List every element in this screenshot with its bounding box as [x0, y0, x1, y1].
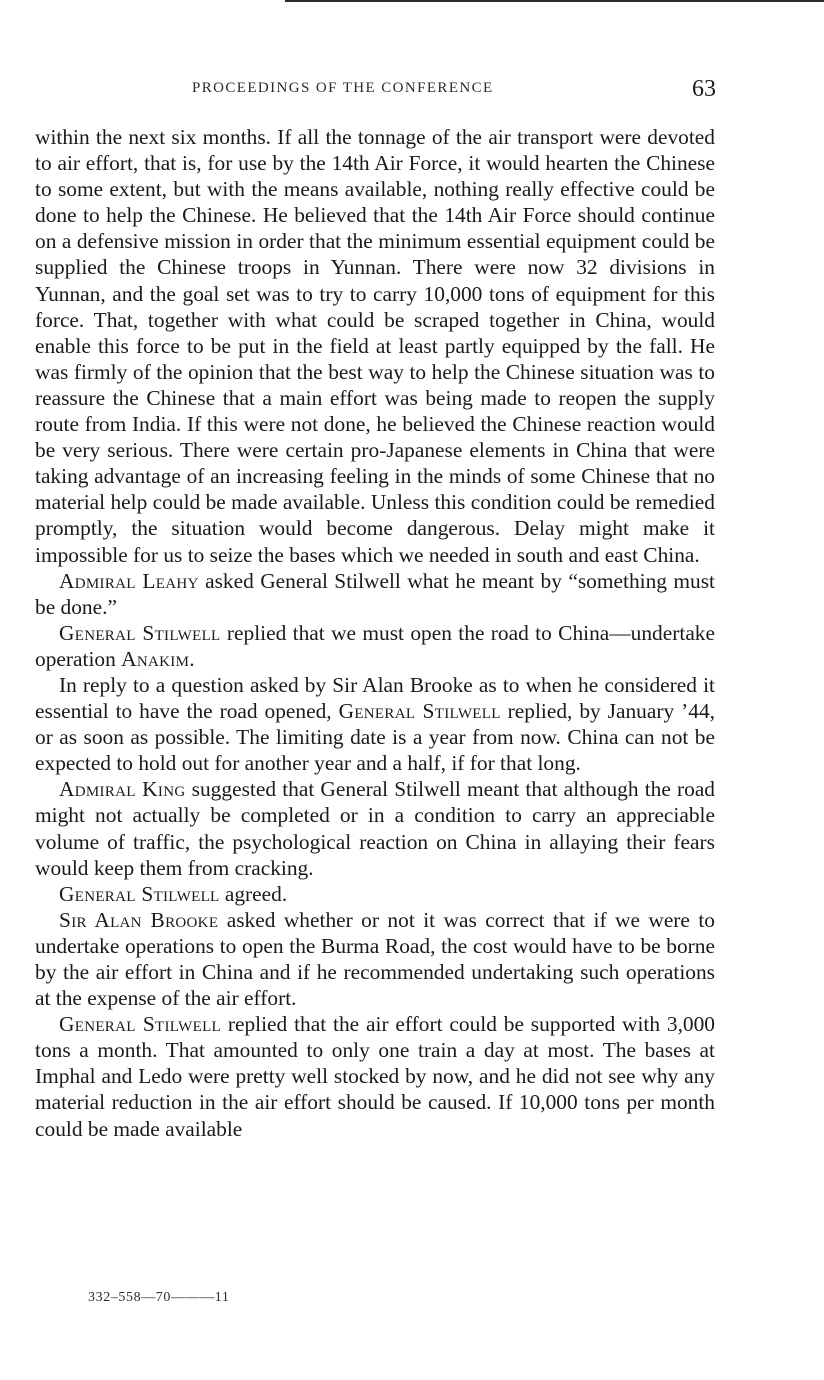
- top-rule: [285, 0, 824, 2]
- paragraph-continuation: within the next six months. If all the tonnage of the air transport were devoted to air effort, that is, for use by the 14th Air Force, it would hearten the Chinese to some extent, but with the means available, nothing really effective could be done to help the Chinese. He believed that the 14th Air Force should continue on a defensive mission in order that the minimum essential equipment could be supplied the Chinese troops in Yunnan. There were now 32 divisions in Yunnan, and the goal set was to try to carry 10,000 tons of equipment for this force. That, together with what could be scraped together in China, would enable this force to be put in the field at least partly equipped by the fall. He was firmly of the opinion that the best way to help the Chinese situation was to reassure the Chinese that a main effort was being made to reopen the supply route from India. If this were not done, he believed the Chinese reaction would be very serious. There were certain pro-Japanese elements in China that were taking advantage of an increasing feeling in the minds of some Chinese that no material help could be made available. Unless this condition could be remedied promptly, the situation would become dangerous. Delay might make it impossible for us to seize the bases which we needed in south and east China.: [35, 125, 715, 567]
- paragraph-stilwell-air-effort: General Stilwell replied that the air effort could be supported with 3,000 tons a month. That amounted to only one train a day at most. The bases at Imphal and Ledo were pretty well stocked by now, and he did not see why any material reduction in the air effort should be caused. If 10,000 tons per month could be made available: [35, 1012, 715, 1141]
- speaker-name: Admiral Leahy: [59, 568, 199, 593]
- speaker-name: Sir Alan Brooke: [59, 907, 219, 932]
- body-text: [35, 124, 715, 1142]
- paragraph-brooke-burma: Sir Alan Brooke asked whether or not it was correct that if we were to undertake operations to open the Burma Road, the cost would have to be borne by the air effort in China and if he recommended undertaking such operations at the expense of the air effort.: [35, 907, 715, 1011]
- paragraph-stilwell-anakim: General Stilwell replied that we must open the road to China—undertake operation Anakim.: [35, 620, 715, 671]
- paragraph-king: Admiral King suggested that General Stilwell meant that although the road might not actually be completed or in a condition to carry an appreciable volume of traffic, the psychological reaction on China in allaying their fears would keep them from cracking.: [35, 777, 716, 880]
- speaker-name: General Stilwell: [59, 1012, 222, 1037]
- paragraph-brooke-question: In reply to a question asked by Sir Alan Brooke as to when he considered it essential to have the road opened, General Stilwell replied, by January ’44, or as soon as possible. The limiting date is a year from now. China can not be expected to hold out for another year and a half, if for that long.: [35, 672, 715, 776]
- speaker-name: Admiral King: [59, 777, 186, 802]
- speaker-name: General Stilwell: [59, 881, 220, 906]
- paragraph-stilwell-agreed: General Stilwell agreed.: [59, 881, 288, 906]
- page-header: [36, 78, 716, 108]
- running-head: PROCEEDINGS OF THE CONFERENCE: [192, 80, 494, 96]
- operation-name: Anakim: [121, 646, 190, 671]
- speaker-name: General Stilwell: [59, 620, 221, 645]
- print-code: 332–558—70———11: [88, 1290, 230, 1305]
- page-number: 63: [692, 76, 716, 102]
- paragraph-leahy: Admiral Leahy asked General Stilwell what he meant by “something must be done.”: [35, 568, 715, 619]
- speaker-name: General Stilwell: [338, 699, 501, 724]
